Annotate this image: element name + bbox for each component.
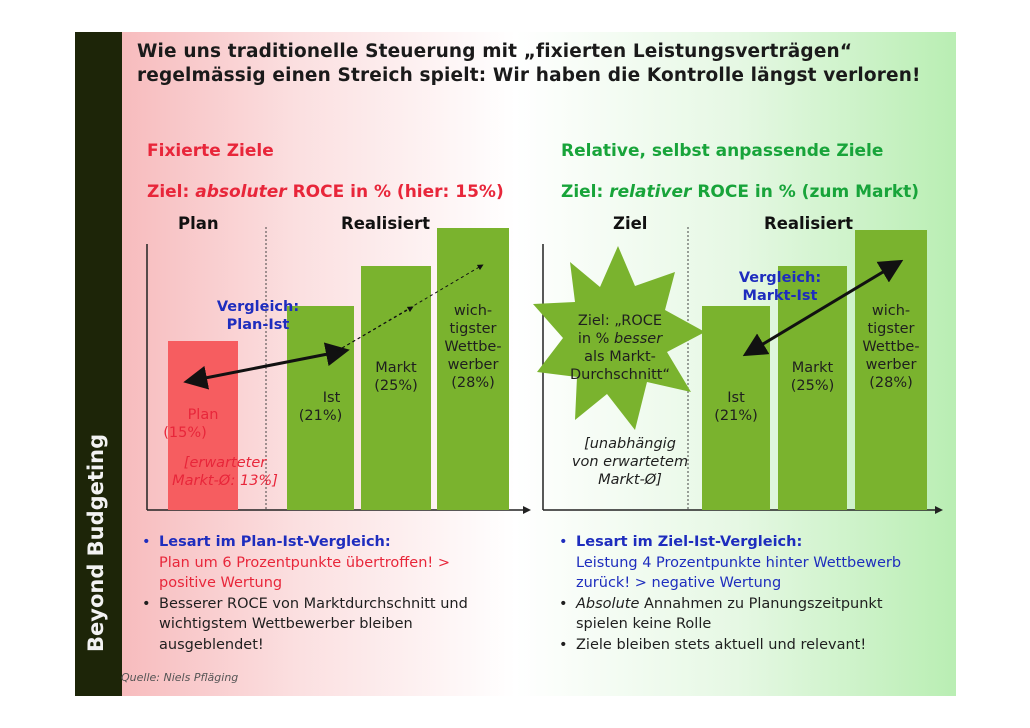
right-wett-line5: (28%) <box>869 375 913 391</box>
right-bullet-3-line1: • Ziele bleiben stets aktuell und relevant! <box>576 636 867 653</box>
left-markt-line2: (25%) <box>374 378 418 394</box>
left-bullet-2-line2: wichtigstem Wettbewerber bleiben <box>159 616 413 632</box>
right-wett-line1: wich- <box>871 303 911 319</box>
left-bullet-1-title: • Lesart im Plan-Ist-Vergleich: <box>159 534 391 550</box>
star-line2 <box>560 330 680 348</box>
left-bullets <box>142 532 542 655</box>
left-ist-label <box>287 389 354 425</box>
left-markt-label <box>361 359 431 395</box>
left-wett-line3: Wettbe- <box>444 339 502 355</box>
right-bullet-2-rest: Annahmen zu Planungszeitpunkt <box>639 595 883 612</box>
right-ziel-prefix: Ziel: <box>561 182 610 202</box>
left-bullet-1-line3: positive Wertung <box>159 575 283 591</box>
title-line-1: Wie uns traditionelle Steuerung mit „fixierten Leistungsverträgen“ <box>137 41 853 62</box>
left-heading: Fixierte Ziele <box>147 141 274 161</box>
star-line3: als Markt- <box>584 349 656 365</box>
right-bullet-1 <box>559 532 949 594</box>
star-note-line1: [unabhängig <box>584 436 676 452</box>
right-wett-line2: tigster <box>867 321 915 337</box>
left-vergleich-label <box>203 298 313 334</box>
star-line1: Ziel: „ROCE <box>577 313 663 329</box>
plan-label-line1: Plan <box>187 407 219 423</box>
left-markt-line1: Markt <box>375 360 417 376</box>
right-col-ziel: Ziel <box>613 214 648 233</box>
right-bullet-2 <box>559 594 949 635</box>
star-line2-em: besser <box>614 331 663 347</box>
right-bullets <box>559 532 949 655</box>
right-bullet-3 <box>559 635 949 656</box>
right-markt-label <box>778 359 847 395</box>
star-line4: Durchschnitt“ <box>570 367 670 383</box>
left-col-real: Realisiert <box>341 214 431 233</box>
left-bullet-1-line2: Plan um 6 Prozentpunkte übertroffen! > <box>159 554 450 571</box>
left-bullet-2-line1: • Besserer ROCE von Marktdurchschnitt und <box>159 595 468 612</box>
right-wett-line4: werber <box>865 357 917 373</box>
right-ziel-suffix: ROCE in % (zum Markt) <box>691 182 920 202</box>
left-bullet-2-line3: ausgeblendet! <box>159 636 264 653</box>
right-bullet-2-line2: spielen keine Rolle <box>576 616 712 632</box>
star-note <box>565 435 695 489</box>
left-plan-note <box>165 454 285 490</box>
source-note: Quelle: Niels Pfläging <box>121 671 239 684</box>
sidebar-label: Beyond Budgeting <box>84 433 108 652</box>
slide <box>75 32 956 696</box>
right-vergleich-label <box>725 269 835 305</box>
star-note-line3: Markt-Ø] <box>598 472 662 488</box>
right-bullet-1-title: • Lesart im Ziel-Ist-Vergleich: <box>576 534 803 550</box>
right-ist-line1: Ist <box>727 390 745 406</box>
left-bullet-1 <box>142 532 542 594</box>
left-plan-label <box>163 406 238 442</box>
right-ist-line2: (21%) <box>714 408 758 424</box>
left-ist-line1: Ist <box>322 390 341 406</box>
right-vergleich-line2: Markt-Ist <box>742 288 818 304</box>
left-vergleich-line1: Vergleich: <box>216 299 300 315</box>
plan-note-line1: [erwarteter <box>183 455 267 471</box>
right-wett-line3: Wettbe- <box>862 339 920 355</box>
left-ziel-em: absoluter <box>195 182 287 202</box>
star-note-line2: von erwartetem <box>571 454 689 470</box>
left-wett-label <box>437 302 509 392</box>
star-label <box>560 312 680 384</box>
left-ist-line2: (21%) <box>298 408 343 424</box>
left-ziel-prefix: Ziel: <box>147 182 196 202</box>
left-ziel-suffix: ROCE in % (hier: 15%) <box>286 182 504 202</box>
right-markt-line2: (25%) <box>790 378 835 394</box>
right-ist-label <box>702 389 770 425</box>
right-ziel-em: relativer <box>609 182 692 202</box>
right-bullet-2-line1 <box>576 594 949 615</box>
right-markt-line1: Markt <box>791 360 834 376</box>
right-heading: Relative, selbst anpassende Ziele <box>561 141 884 161</box>
right-bullet-1-line2: Leistung 4 Prozentpunkte hinter Wettbewerb <box>576 554 902 571</box>
plan-note-line2: Markt-Ø: 13%] <box>172 473 278 489</box>
plan-label-line2: (15%) <box>163 425 207 441</box>
right-bullet-1-line3: zurück! > negative Wertung <box>576 575 782 591</box>
left-col-plan: Plan <box>178 214 219 233</box>
title-line-2: regelmässig einen Streich spielt: Wir haben die Kontrolle längst verloren! <box>137 65 921 86</box>
right-vergleich-line1: Vergleich: <box>738 270 822 286</box>
right-bullet-2-em: Absolute <box>576 595 640 612</box>
left-wett-line1: wich- <box>453 303 493 319</box>
right-col-real: Realisiert <box>764 214 854 233</box>
left-plan-ist-arrow <box>195 352 338 380</box>
star-line2-a: in % <box>577 331 615 347</box>
left-wett-line4: werber <box>447 357 499 373</box>
left-wett-line2: tigster <box>449 321 497 337</box>
left-wett-line5: (28%) <box>451 375 495 391</box>
right-wett-label <box>855 302 927 392</box>
left-bullet-2 <box>142 594 542 656</box>
left-vergleich-line2: Plan-Ist <box>226 317 290 333</box>
